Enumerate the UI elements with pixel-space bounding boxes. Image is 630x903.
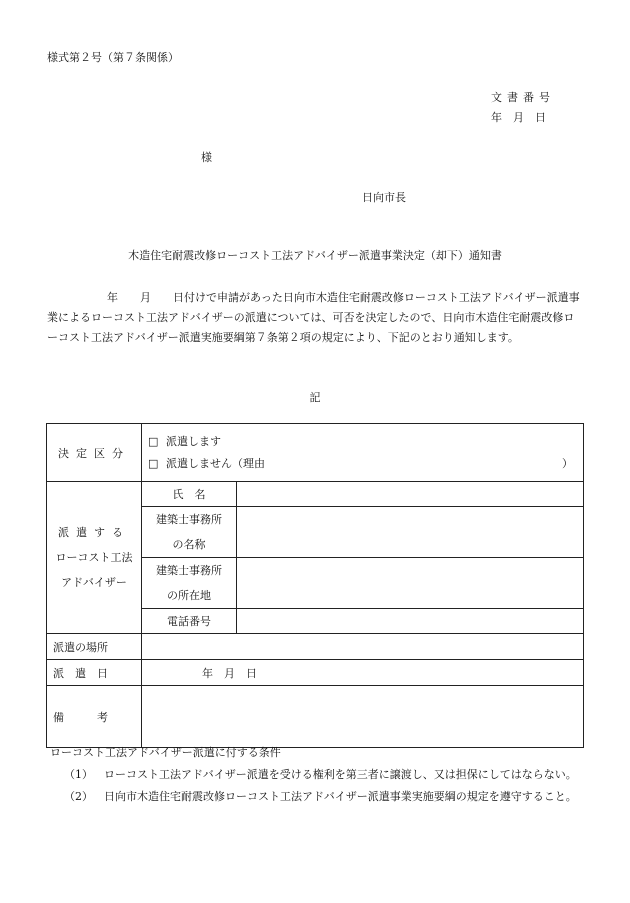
office-name-label	[142, 507, 237, 558]
condition-number: （2）	[64, 790, 93, 803]
sender-name: 日向市長	[362, 191, 406, 204]
office-name-label-line-2: の名称	[172, 538, 206, 551]
recipient-honorific: 様	[201, 151, 212, 164]
body-text: 年 月 日付けで申請があった日向市木造住宅耐震改修ローコスト工法アドバイザー派遣事業によるローコスト工法アドバイザーの派遣については、可否を決定したので、日向市木造住宅耐震改修ローコスト工法アドバイザー派遣実施要綱第７条第２項の規定により、下記のとおり通知します。	[47, 291, 580, 344]
dispatch-date-label: 派 遣 日	[47, 660, 142, 686]
decision-label: 決定区分	[47, 424, 142, 482]
phone-label: 電話番号	[142, 609, 237, 634]
conditions-section	[50, 742, 590, 808]
name-field[interactable]	[237, 482, 584, 507]
document-title: 木造住宅耐震改修ローコスト工法アドバイザー派遣事業決定（却下）通知書	[128, 249, 502, 262]
dispatch-date-field[interactable]: 年 月 日	[142, 660, 584, 686]
adviser-label	[47, 482, 142, 634]
adviser-label-line-2: ローコスト工法	[55, 551, 133, 564]
remarks-row	[47, 686, 584, 748]
remarks-label: 備 考	[47, 686, 142, 748]
name-label: 氏 名	[142, 482, 237, 507]
condition-item	[50, 786, 590, 808]
place-row	[47, 634, 584, 660]
place-field[interactable]	[142, 634, 584, 660]
condition-item	[50, 764, 590, 786]
place-label: 派遣の場所	[47, 634, 142, 660]
remarks-field[interactable]	[142, 686, 584, 748]
office-address-field[interactable]	[237, 558, 584, 609]
office-name-field[interactable]	[237, 507, 584, 558]
notification-table	[46, 423, 584, 748]
document-number-label: 文書番号	[491, 91, 555, 104]
dispatch-date-row	[47, 660, 584, 686]
issue-date-label: 年 月 日	[491, 111, 546, 124]
form-number: 様式第２号（第７条関係）	[47, 51, 179, 64]
option-no-dispatch[interactable]	[148, 453, 577, 475]
phone-field[interactable]	[237, 609, 584, 634]
checkbox-no-dispatch-icon[interactable]: □	[148, 456, 159, 470]
condition-text: 日向市木造住宅耐震改修ローコスト工法アドバイザー派遣事業実施要綱の規定を遵守すること。	[104, 790, 577, 803]
option-dispatch-label: 派遣します	[166, 434, 221, 448]
decision-row	[47, 424, 584, 482]
office-name-label-line-1: 建築士事務所	[156, 513, 222, 526]
condition-number: （1）	[64, 768, 93, 781]
adviser-label-line-1: 派遣する	[58, 526, 130, 539]
reason-close-paren: ）	[562, 456, 573, 470]
option-no-dispatch-label: 派遣しません（理由	[166, 456, 265, 470]
adviser-label-line-3: アドバイザー	[61, 576, 127, 589]
option-dispatch[interactable]	[148, 431, 577, 453]
office-address-label	[142, 558, 237, 609]
decision-options	[142, 424, 584, 482]
office-address-label-line-2: の所在地	[167, 589, 211, 602]
condition-text: ローコスト工法アドバイザー派遣を受ける権利を第三者に譲渡し、又は担保にしてはならない。	[104, 768, 577, 781]
checkbox-dispatch-icon[interactable]: □	[148, 434, 159, 448]
adviser-name-row	[47, 482, 584, 507]
office-address-label-line-1: 建築士事務所	[156, 564, 222, 577]
conditions-heading: ローコスト工法アドバイザー派遣に付する条件	[50, 746, 281, 759]
ki-marker: 記	[309, 391, 321, 404]
